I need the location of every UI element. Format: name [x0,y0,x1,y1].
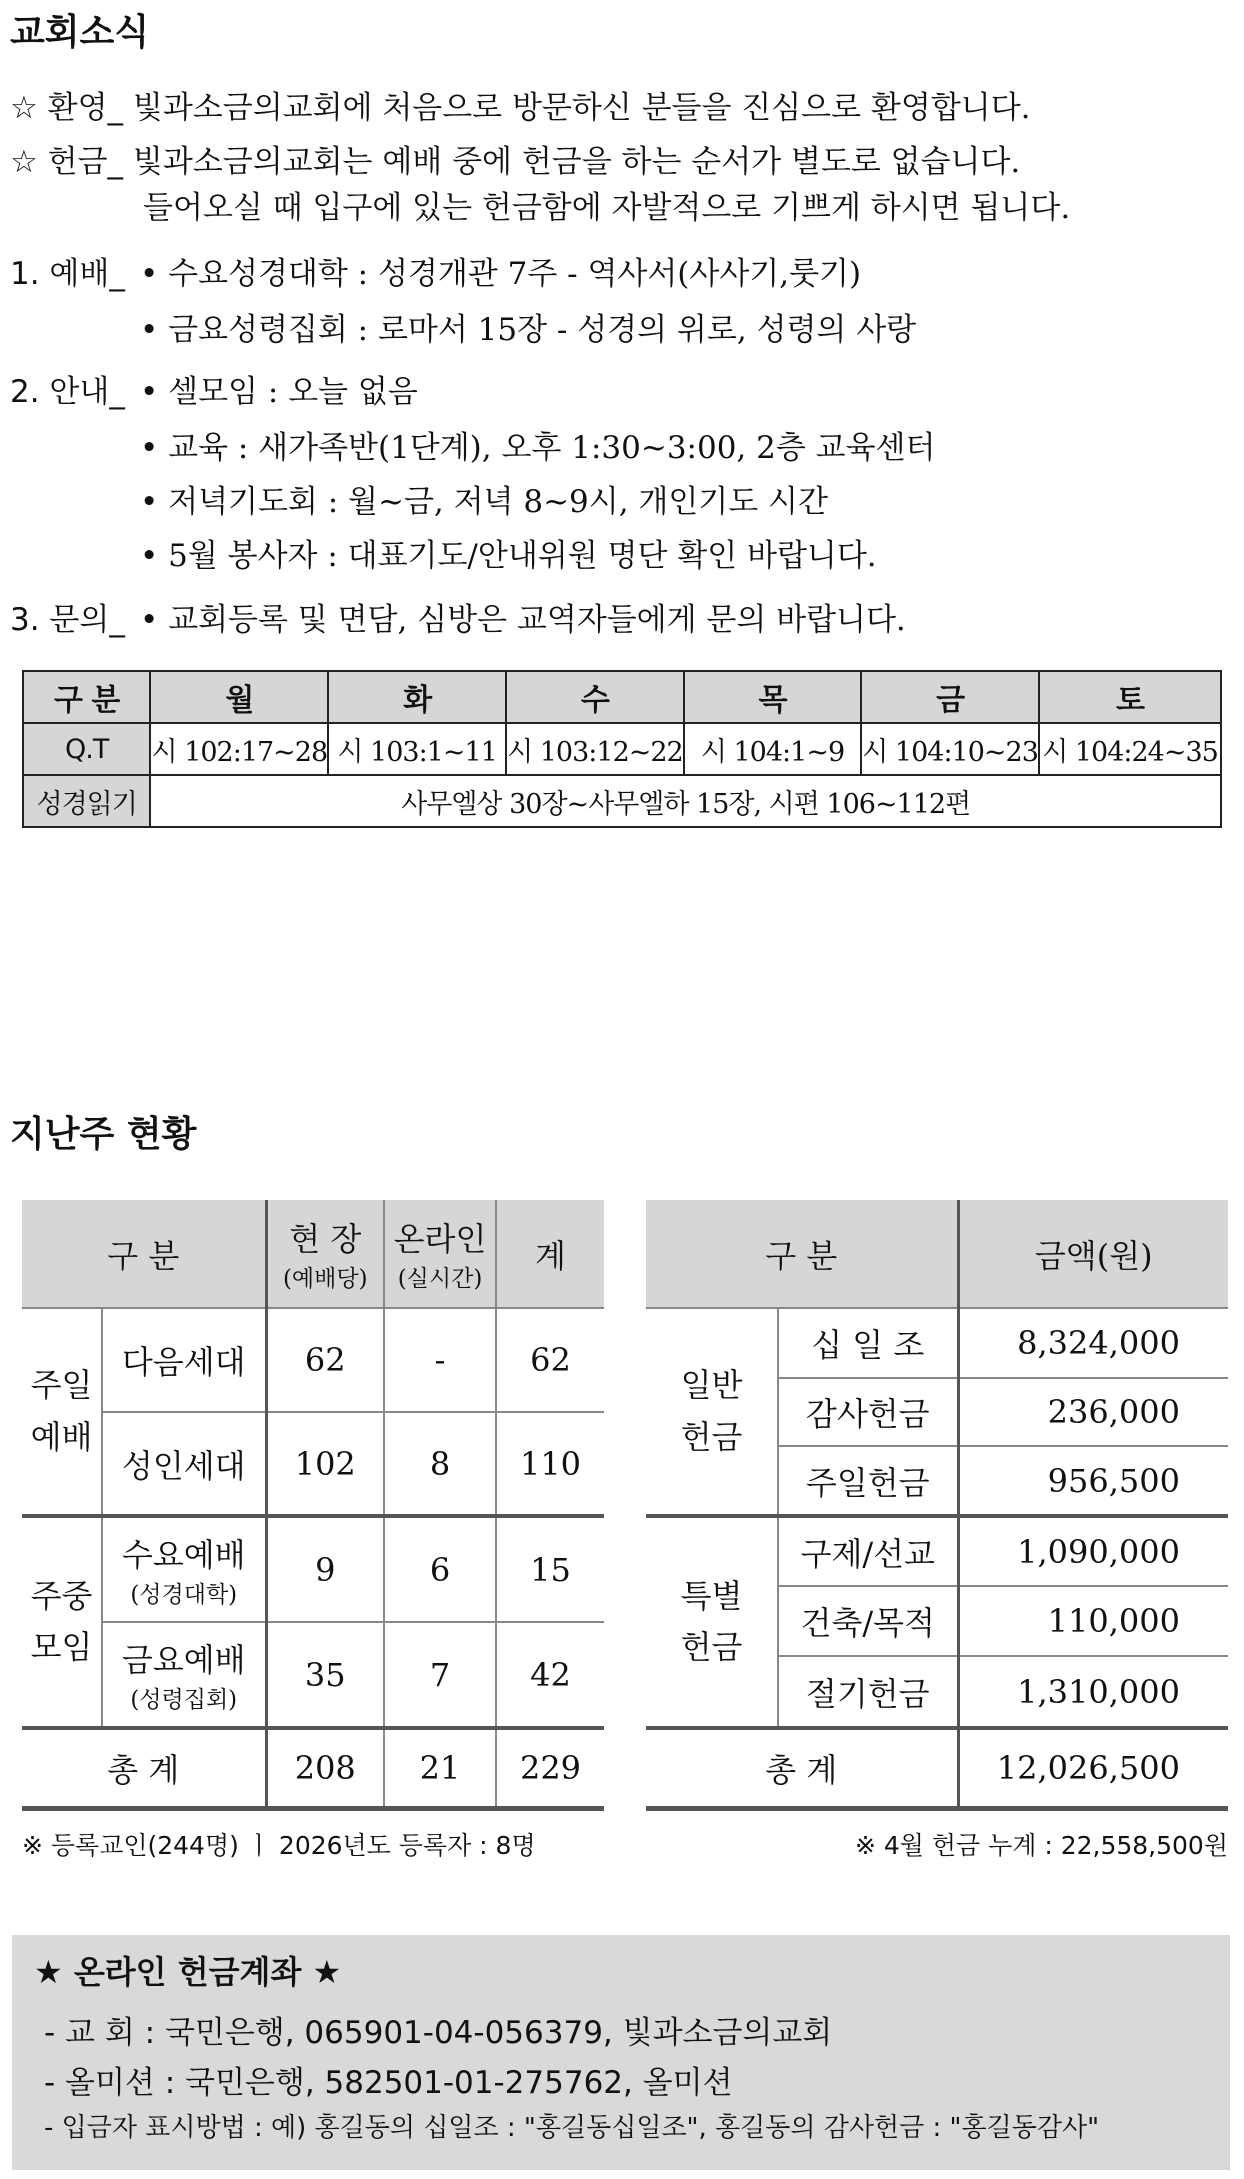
attendance-header-row [22,1200,604,1308]
attendance-online: 7 [384,1622,496,1728]
bank-title: ★ 온라인 헌금계좌 ★ [34,1953,342,1991]
general-offering-group: 일반 헌금 [646,1308,778,1516]
online-offering-accounts [12,1935,1230,2170]
qt-header-cell: 구 분 [23,671,150,723]
offering-row-amount: 1,310,000 [958,1656,1228,1728]
guide-item: • 저녁기도회 : 월~금, 저녁 8~9시, 개인기도 시간 [140,484,828,520]
attendance-total-onsite: 208 [266,1728,384,1808]
qt-cell: 시 102:17~28 [150,723,328,775]
attendance-total-label: 총 계 [22,1728,266,1808]
table-row [22,1412,604,1516]
attendance-onsite: 62 [266,1308,384,1412]
offering-header-category: 구 분 [646,1200,958,1308]
offering-row-amount: 956,500 [958,1446,1228,1516]
offering-text-1: 빛과소금의교회는 예배 중에 헌금을 하는 순서가 별도로 없습니다. [132,144,1021,180]
offering-header-amount: 금액(원) [958,1200,1228,1308]
attendance-total-row [22,1728,604,1808]
guide-item: • 5월 봉사자 : 대표기도/안내위원 명단 확인 바랍니다. [140,538,877,574]
offering-total-label: 총 계 [646,1728,958,1808]
inquiry-label: 3. 문의_ [10,602,125,638]
qt-table [22,670,1222,828]
attendance-header-onsite: 현 장 (예배당) [266,1200,384,1308]
attendance-header-category: 구 분 [22,1200,266,1308]
table-row [646,1516,1228,1586]
last-week-title: 지난주 현황 [10,1114,197,1155]
attendance-row-label: 다음세대 [102,1308,266,1412]
table-row [22,1622,604,1728]
offering-total-amount: 12,026,500 [958,1728,1228,1808]
reading-label: 성경읽기 [23,775,150,827]
attendance-row-label: 성인세대 [102,1412,266,1516]
reading-row [23,775,1221,827]
qt-header-cell: 토 [1039,671,1221,723]
table-row [22,1308,604,1412]
attendance-total: 62 [496,1308,604,1412]
qt-cell: 시 104:10~23 [861,723,1039,775]
offering-row-amount: 110,000 [958,1586,1228,1656]
offering-row-label: 구제/선교 [778,1516,958,1586]
worship-item: • 금요성령집회 : 로마서 15장 - 성경의 위로, 성령의 사랑 [140,312,917,348]
worship-label: 1. 예배_ [10,256,125,292]
qt-label: Q.T [23,723,150,775]
offering-row-amount: 236,000 [958,1378,1228,1446]
offering-row-amount: 1,090,000 [958,1516,1228,1586]
bank-account-church: - 교 회 : 국민은행, 065901-04-056379, 빛과소금의교회 [44,2015,833,2051]
offering-row-label: 감사헌금 [778,1378,958,1446]
offering-row-label: 십 일 조 [778,1308,958,1378]
attendance-online: 6 [384,1516,496,1622]
qt-header-cell: 월 [150,671,328,723]
offering-table [646,1200,1228,1811]
table-row [22,1516,604,1622]
qt-header-cell: 화 [328,671,506,723]
worship-item: • 수요성경대학 : 성경개관 7주 - 역사서(사사기,룻기) [140,256,862,292]
attendance-total: 110 [496,1412,604,1516]
qt-header-cell: 금 [861,671,1039,723]
attendance-row-label: 수요예배 (성경대학) [102,1516,266,1622]
attendance-header-online: 온라인 (실시간) [384,1200,496,1308]
attendance-total-total: 229 [496,1728,604,1808]
note-registered-members: ※ 등록교인(244명) ㅣ 2026년도 등록자 : 8명 [22,1831,536,1860]
attendance-table [22,1200,604,1811]
guide-item: • 교육 : 새가족반(1단계), 오후 1:30~3:00, 2층 교육센터 [140,430,936,466]
bank-account-allmission: - 올미션 : 국민은행, 582501-01-275762, 올미션 [44,2065,733,2101]
sunday-group-label: 주일 예배 [22,1308,102,1516]
offering-row-label: 건축/목적 [778,1586,958,1656]
offering-row-label: 절기헌금 [778,1656,958,1728]
inquiry-item: • 교회등록 및 면담, 심방은 교역자들에게 문의 바랍니다. [140,602,906,638]
qt-header-row [23,671,1221,723]
attendance-total: 42 [496,1622,604,1728]
offering-total-row [646,1728,1228,1808]
qt-header-cell: 목 [684,671,861,723]
welcome-line [10,82,1031,127]
qt-cell: 시 104:24~35 [1039,723,1221,775]
attendance-row-label: 금요예배 (성령집회) [102,1622,266,1728]
midweek-group-label: 주중 모임 [22,1516,102,1728]
qt-cell: 시 104:1~9 [684,723,861,775]
news-title: 교회소식 [10,12,150,53]
table-row [646,1308,1228,1378]
bank-depositor-guide: - 입금자 표시방법 : 예) 홍길동의 십일조 : "홍길동십일조", 홍길동의 감사헌금 : "홍길동감사" [44,2113,1100,2143]
attendance-total: 15 [496,1516,604,1622]
offering-header-row [646,1200,1228,1308]
welcome-label: ☆ 환영_ [10,90,124,126]
offering-line [10,136,1020,181]
attendance-online: - [384,1308,496,1412]
welcome-text: 빛과소금의교회에 처음으로 방문하신 분들을 진심으로 환영합니다. [132,90,1031,126]
offering-row-amount: 8,324,000 [958,1308,1228,1378]
note-monthly-offering: ※ 4월 헌금 누계 : 22,558,500원 [854,1831,1228,1860]
offering-label: ☆ 헌금_ [10,144,124,180]
qt-cell: 시 103:1~11 [328,723,506,775]
offering-row-label: 주일헌금 [778,1446,958,1516]
attendance-onsite: 102 [266,1412,384,1516]
qt-header-cell: 수 [506,671,684,723]
qt-row [23,723,1221,775]
guide-label: 2. 안내_ [10,374,125,410]
special-offering-group: 특별 헌금 [646,1516,778,1728]
qt-cell: 시 103:12~22 [506,723,684,775]
attendance-onsite: 9 [266,1516,384,1622]
guide-item: • 셀모임 : 오늘 없음 [140,374,418,410]
attendance-onsite: 35 [266,1622,384,1728]
attendance-header-total: 계 [496,1200,604,1308]
attendance-total-online: 21 [384,1728,496,1808]
reading-value: 사무엘상 30장~사무엘하 15장, 시편 106~112편 [150,775,1221,827]
attendance-online: 8 [384,1412,496,1516]
offering-text-2: 들어오실 때 입구에 있는 헌금함에 자발적으로 기쁘게 하시면 됩니다. [143,190,1071,226]
